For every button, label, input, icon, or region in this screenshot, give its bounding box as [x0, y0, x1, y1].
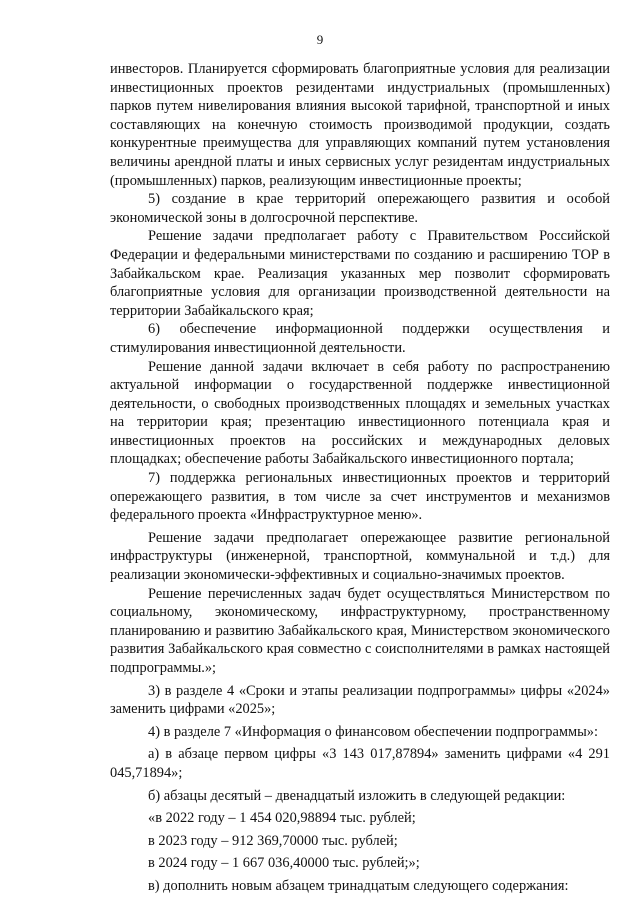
paragraph: б) абзацы десятый – двенадцатый изложить в следующей редакции:	[148, 787, 566, 804]
paragraph: Решение данной задачи включает в себя работу по распространению актуальной информации о государственной поддержке инвестиционной деятельности, о свободных производственных площадях и земельных участках на территории края; презентацию инвестиционного потенциала края и инвестиционных проектов на российских и международных деловых площадках; обеспечение работы Забайкальского инвестиционного портала;	[110, 358, 610, 468]
paragraph: «в 2022 году – 1 454 020,98894 тыс. рублей;	[148, 810, 416, 827]
paragraph: 3) в разделе 4 «Сроки и этапы реализации подпрограммы» цифры «2024» заменить цифрами «2025»;	[110, 682, 610, 718]
paragraph: Решение перечисленных задач будет осуществляться Министерством по социальному, экономическому, инфраструктурному, пространственному планированию и развитию Забайкальского края, Министерством экономического развития Забайкальского края совместно с соисполнителями в рамках настоящей подпрограммы.»;	[110, 585, 610, 676]
paragraph: в 2024 году – 1 667 036,40000 тыс. рублей;»;	[148, 855, 420, 872]
page-number: 9	[316, 32, 324, 47]
paragraph: 6) обеспечение информационной поддержки осуществления и стимулирования инвестиционной деятельности.	[110, 321, 610, 356]
paragraph: Решение задачи предполагает опережающее развитие региональной инфраструктуры (инженерной, транспортной, коммунальной и т.д.) для реализации экономически-эффективных и социально-значимых проектов.	[110, 529, 610, 584]
paragraph: 5) создание в крае территорий опережающего развития и особой экономической зоны в долгосрочной перспективе.	[110, 191, 610, 226]
paragraph: в) дополнить новым абзацем тринадцатым следующего содержания:	[148, 877, 569, 894]
document-body	[110, 60, 610, 896]
paragraph: Решение задачи предполагает работу с Правительством Российской Федерации и федеральными министерствами по созданию и расширению ТОР в Забайкальском крае. Реализация указанных мер позволит сформировать благоприятные условия для организации производственной деятельности на территории Забайкальского края;	[110, 228, 610, 319]
paragraph: в 2023 году – 912 369,70000 тыс. рублей;	[148, 832, 398, 849]
paragraph: 4) в разделе 7 «Информация о финансовом обеспечении подпрограммы»:	[148, 723, 598, 740]
paragraph: 7) поддержка региональных инвестиционных проектов и территорий опережающего развития, в том числе за счет инструментов и механизмов федерального проекта «Инфраструктурное меню».	[110, 470, 610, 524]
paragraph: инвесторов. Планируется сформировать благоприятные условия для реализации инвестиционных проектов резидентами индустриальных (промышленных) парков путем нивелирования влияния высокой тарифной, транспортной и иных составляющих на конечную стоимость производимой продукции, создать конкурентные преимущества для управляющих компаний путем установления величины арендной платы и иных сервисных услуг резидентам индустриальных (промышленных) парков, реализующим инвестиционные проекты;	[110, 61, 610, 189]
paragraph: а) в абзаце первом цифры «3 143 017,87894» заменить цифрами «4 291 045,71894»;	[110, 746, 610, 781]
